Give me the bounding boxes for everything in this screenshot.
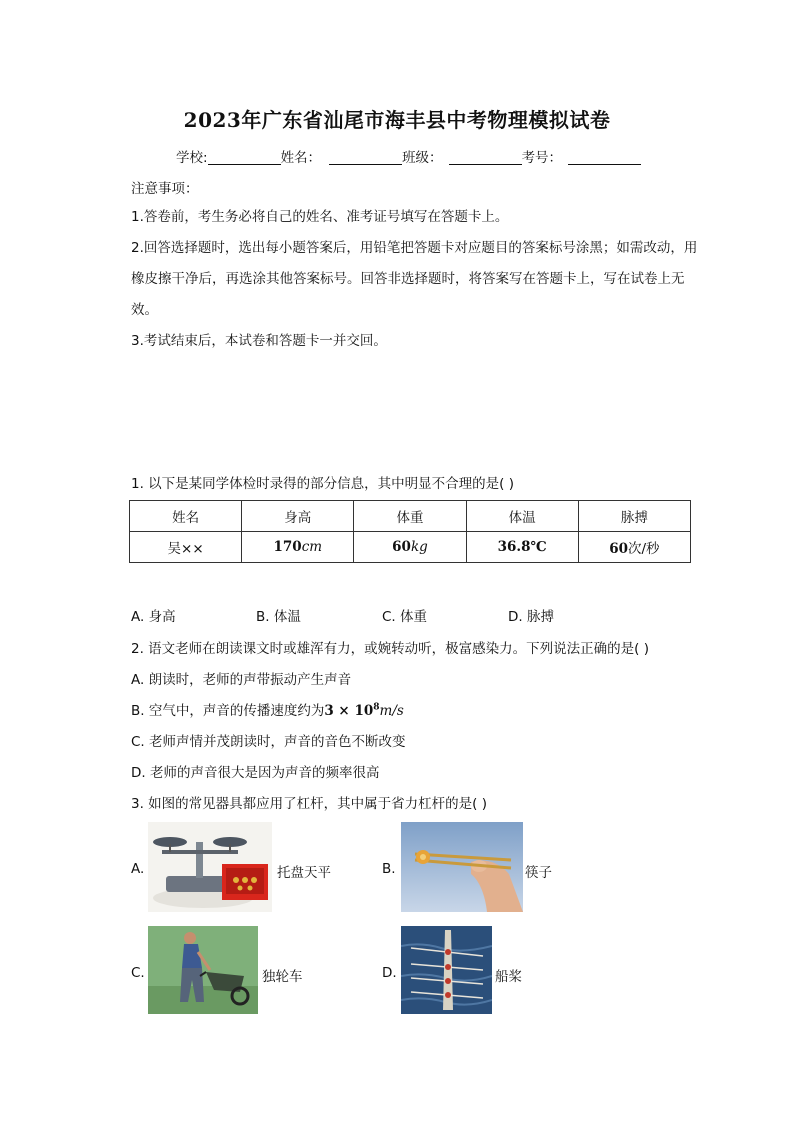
table-header-cell: 身高 (242, 501, 354, 532)
table-cell-height: 170cm (242, 532, 354, 563)
q2-stem: 2. 语文老师在朗读课文时或雄浑有力，或婉转动听，极富感染力。下列说法正确的是( ) (131, 641, 649, 657)
table-header-cell: 体重 (354, 501, 466, 532)
school-label: 学校: (176, 150, 208, 166)
q3-option-b-label[interactable]: 筷子 (525, 865, 552, 881)
exam-no-label: 考号： (521, 150, 563, 166)
student-info-line (176, 146, 641, 166)
table-row (130, 532, 691, 563)
class-blank (449, 150, 522, 165)
exam-no-blank (568, 150, 641, 165)
q2-option-b[interactable]: B. 空气中，声音的传播速度约为$3 \times 10^8m/s$ (131, 702, 404, 719)
rowing-boat-image (401, 926, 492, 1014)
balance-scale-image (148, 822, 272, 912)
q1-stem: 1. 以下是某同学体检时录得的部分信息，其中明显不合理的是( ) (131, 476, 514, 492)
table-header-row (130, 501, 691, 532)
q1-option-b[interactable]: B. 体温 (256, 609, 301, 625)
wheelbarrow-image (148, 926, 258, 1014)
table-cell-pulse: 60次/秒 (578, 532, 690, 563)
q1-option-c[interactable]: C. 体重 (382, 609, 428, 625)
q3-option-b-letter[interactable]: B. (382, 861, 396, 877)
table-cell-weight: 60kg (354, 532, 466, 563)
table-header-cell: 脉搏 (578, 501, 690, 532)
name-label: 姓名： (280, 150, 322, 166)
q3-option-a-label[interactable]: 托盘天平 (277, 865, 331, 881)
q1-option-a[interactable]: A. 身高 (131, 609, 176, 625)
notice-heading: 注意事项： (131, 181, 199, 197)
chopsticks-image (401, 822, 523, 912)
notice-item-3: 3.考试结束后，本试卷和答题卡一并交回。 (131, 333, 387, 349)
school-blank (208, 150, 281, 165)
table-cell-temp: 36.8℃ (466, 532, 578, 563)
q1-options (131, 605, 691, 625)
table-cell-name: 吴×× (130, 532, 242, 563)
name-blank (329, 150, 402, 165)
notice-item-2: 2.回答选择题时，选出每小题答案后，用铅笔把答题卡对应题目的答案标号涂黑；如需改动，用橡皮擦干净后，再选涂其他答案标号。回答非选择题时，将答案写在答题卡上，写在试卷上无效。 (131, 240, 698, 318)
notice-item-1: 1.答卷前，考生务必将自己的姓名、准考证号填写在答题卡上。 (131, 209, 509, 225)
q3-stem: 3. 如图的常见器具都应用了杠杆，其中属于省力杠杆的是( ) (131, 796, 487, 812)
q1-table (129, 500, 691, 563)
table-header-cell: 姓名 (130, 501, 242, 532)
q2-option-a[interactable]: A. 朗读时，老师的声带振动产生声音 (131, 672, 352, 688)
q3-option-d-label[interactable]: 船桨 (495, 969, 522, 985)
q3-option-c-label[interactable]: 独轮车 (262, 969, 303, 985)
q3-option-a-letter[interactable]: A. (131, 861, 145, 877)
q1-option-d[interactable]: D. 脉搏 (508, 609, 554, 625)
class-label: 班级： (402, 150, 443, 166)
q2-option-d[interactable]: D. 老师的声音很大是因为声音的频率很高 (131, 765, 380, 781)
q2-option-c[interactable]: C. 老师声情并茂朗读时，声音的音色不断改变 (131, 734, 406, 750)
page-title: 2023年广东省汕尾市海丰县中考物理模拟试卷 (183, 108, 611, 132)
table-header-cell: 体温 (466, 501, 578, 532)
q3-option-c-letter[interactable]: C. (131, 965, 145, 981)
q3-option-d-letter[interactable]: D. (382, 965, 397, 981)
